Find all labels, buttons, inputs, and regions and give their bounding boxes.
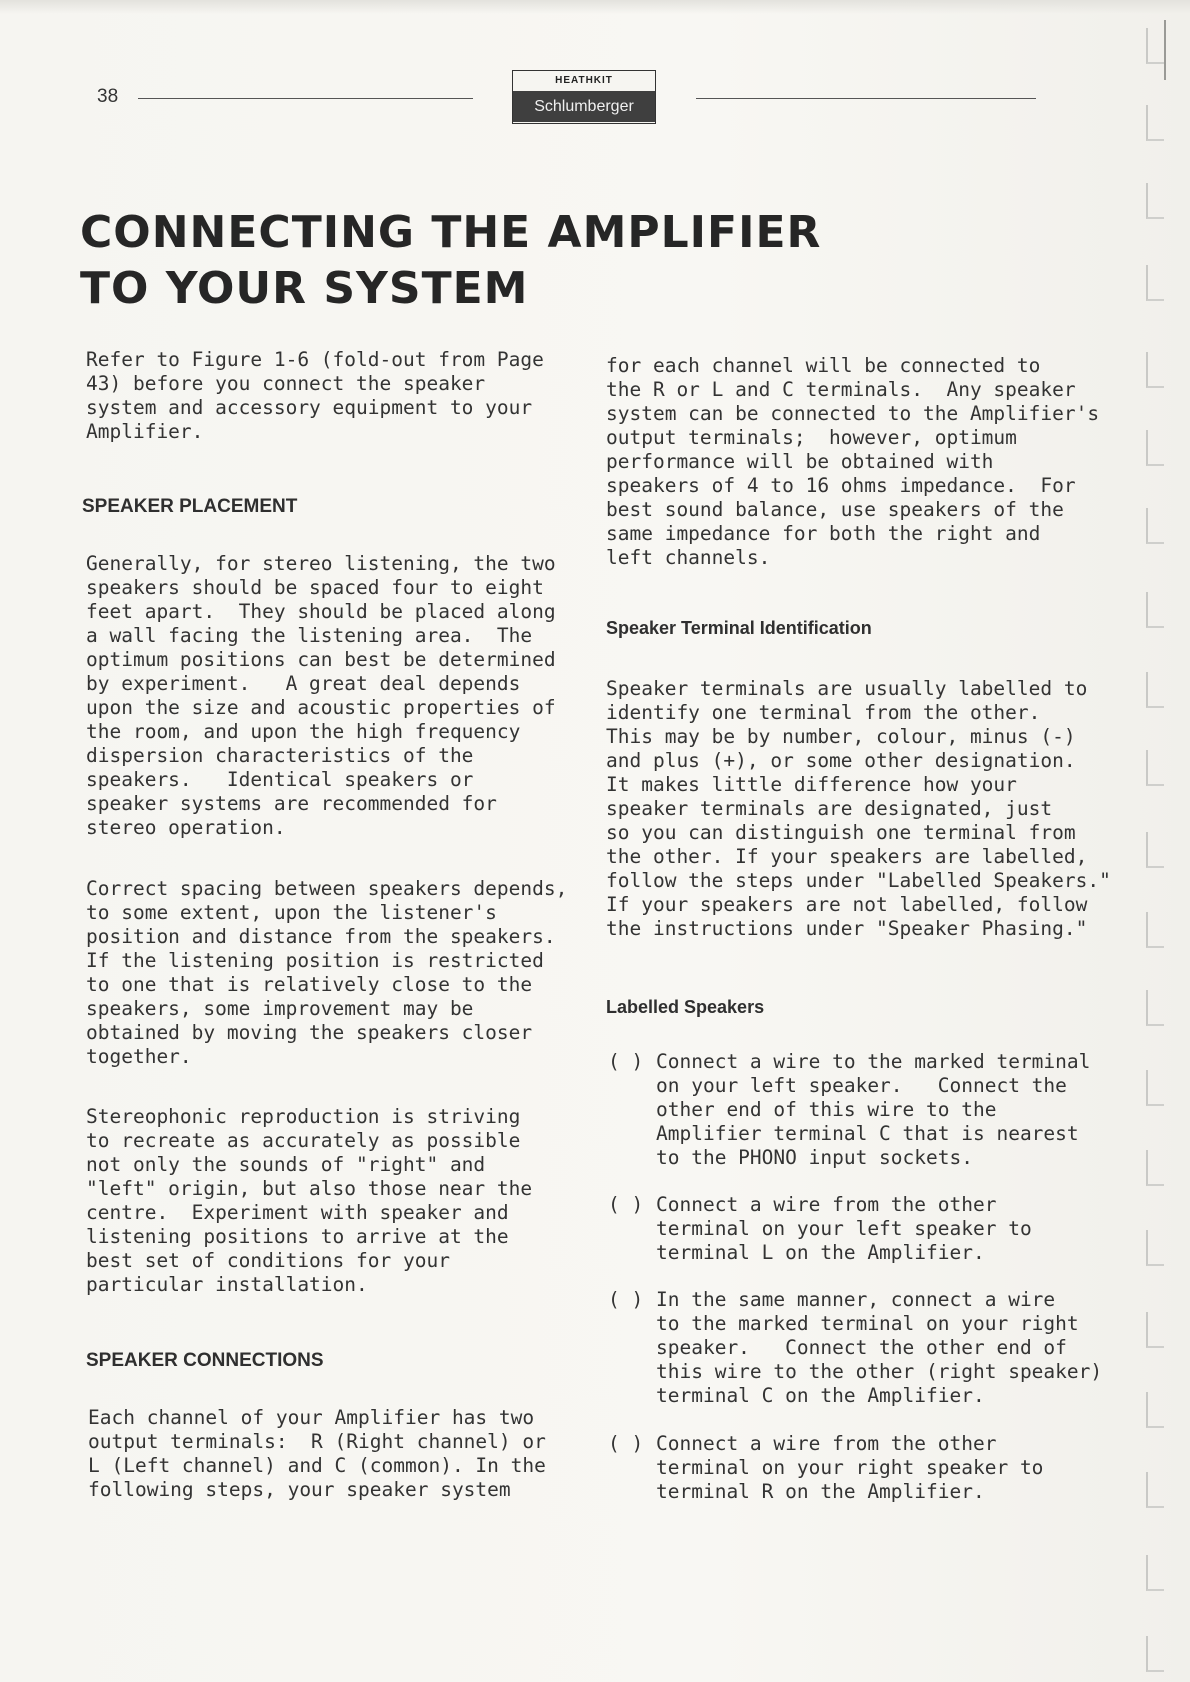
- labelled-speakers-heading: Labelled Speakers: [606, 997, 765, 1017]
- step-checkbox[interactable]: ( ): [608, 1288, 644, 1311]
- binding-tab: [1146, 105, 1164, 141]
- binding-tab: [1146, 1150, 1164, 1186]
- step-text: Connect a wire from the other terminal on your left speaker to terminal L on the Amplifier.: [656, 1193, 1032, 1264]
- step-checkbox[interactable]: ( ): [608, 1432, 644, 1455]
- step-text: Connect a wire from the other terminal on your right speaker to terminal R on the Amplifier.: [656, 1432, 1044, 1503]
- terminal-identification-paragraph: Speaker terminals are usually labelled to identify one terminal from the other. This may be by number, colour, minus (-) and plus (+), or some other designation. It makes little difference how your speaker terminals are designated, just so you can distinguish one terminal from the other. If your speakers are labelled, follow the steps under "Labelled Speakers." If your speakers are not labelled, follow the instructions under "Speaker Phasing.": [606, 677, 1111, 940]
- binding-tab: [1146, 28, 1164, 64]
- logo-schlumberger-text: Schlumberger: [513, 91, 655, 122]
- logo-heathkit-text: HEATHKIT: [555, 75, 613, 86]
- binding-tab: [1146, 508, 1164, 544]
- binding-tab: [1146, 183, 1164, 219]
- binding-tab: [1146, 832, 1164, 868]
- binding-tab: [1146, 1230, 1164, 1266]
- header-rule-left: [138, 98, 473, 99]
- connections-paragraph-continued: for each channel will be connected to the R or L and C terminals. Any speaker system can be connected to the Amplifier's output terminals; however, optimum performance will be obtained with speakers of 4 to 16 ohms impedance. For best sound balance, use speakers of the same impedance for both the right and left channels.: [606, 354, 1100, 569]
- intro-paragraph: Refer to Figure 1-6 (fold-out from Page 43) before you connect the speaker system and accessory equipment to your Amplifier.: [86, 348, 544, 443]
- binding-tab: [1146, 592, 1164, 628]
- placement-paragraph-2: Correct spacing between speakers depends, to some extent, upon the listener's position and distance from the speakers. If the listening position is restricted to one that is relatively close to the speakers, some improvement may be obtained by moving the speakers closer together.: [86, 877, 568, 1068]
- speaker-placement-heading: SPEAKER PLACEMENT: [82, 496, 298, 517]
- step-text: In the same manner, connect a wire to the marked terminal on your right speaker. Connect the other end of this wire to the other (right speaker) terminal C on the Amplifier.: [656, 1288, 1103, 1407]
- step-text: Connect a wire to the marked terminal on your left speaker. Connect the other end of this wire to the Amplifier terminal C that is nearest to the PHONO input sockets.: [656, 1050, 1091, 1169]
- binding-tab: [1146, 1392, 1164, 1428]
- binding-tab: [1146, 1636, 1164, 1672]
- binding-tab: [1146, 1070, 1164, 1106]
- placement-paragraph-1: Generally, for stereo listening, the two speakers should be spaced four to eight feet apart. They should be placed along a wall facing the listening area. The optimum positions can best be determined by experiment. A great deal depends upon the size and acoustic properties of the room, and upon the high frequency dispersion characteristics of the speakers. Identical speakers or speaker systems are recommended for stereo operation.: [86, 552, 556, 839]
- binding-tab: [1146, 352, 1164, 388]
- binding-tab: [1146, 1555, 1164, 1591]
- brand-logo: [512, 70, 656, 124]
- binding-edge-line: [1164, 20, 1166, 80]
- page-title: [80, 205, 821, 317]
- binding-tab: [1146, 430, 1164, 466]
- placement-paragraph-3: Stereophonic reproduction is striving to recreate as accurately as possible not only the sounds of "right" and "left" origin, but also those near the centre. Experiment with speaker and listening positions to arrive at the best set of conditions for your particular installation.: [86, 1105, 533, 1296]
- speaker-connections-heading: SPEAKER CONNECTIONS: [86, 1350, 324, 1371]
- step-checkbox[interactable]: ( ): [608, 1050, 644, 1073]
- page-number: 38: [97, 86, 119, 107]
- binding-tab: [1146, 750, 1164, 786]
- binding-tab: [1146, 672, 1164, 708]
- page-title-line2: TO YOUR SYSTEM: [80, 263, 529, 314]
- connections-paragraph: Each channel of your Amplifier has two output terminals: R (Right channel) or L (Left channel) and C (common). In the following steps, your speaker system: [88, 1406, 546, 1501]
- binding-tab: [1146, 1312, 1164, 1348]
- binding-tab: [1146, 912, 1164, 948]
- header-rule-right: [696, 98, 1036, 99]
- page-top-shadow: [0, 0, 1190, 14]
- step-checkbox[interactable]: ( ): [608, 1193, 644, 1216]
- binding-tab: [1146, 1472, 1164, 1508]
- page-title-line1: CONNECTING THE AMPLIFIER: [80, 207, 822, 258]
- binding-tab: [1146, 990, 1164, 1026]
- binding-tab: [1146, 265, 1164, 301]
- terminal-identification-heading: Speaker Terminal Identification: [606, 618, 872, 638]
